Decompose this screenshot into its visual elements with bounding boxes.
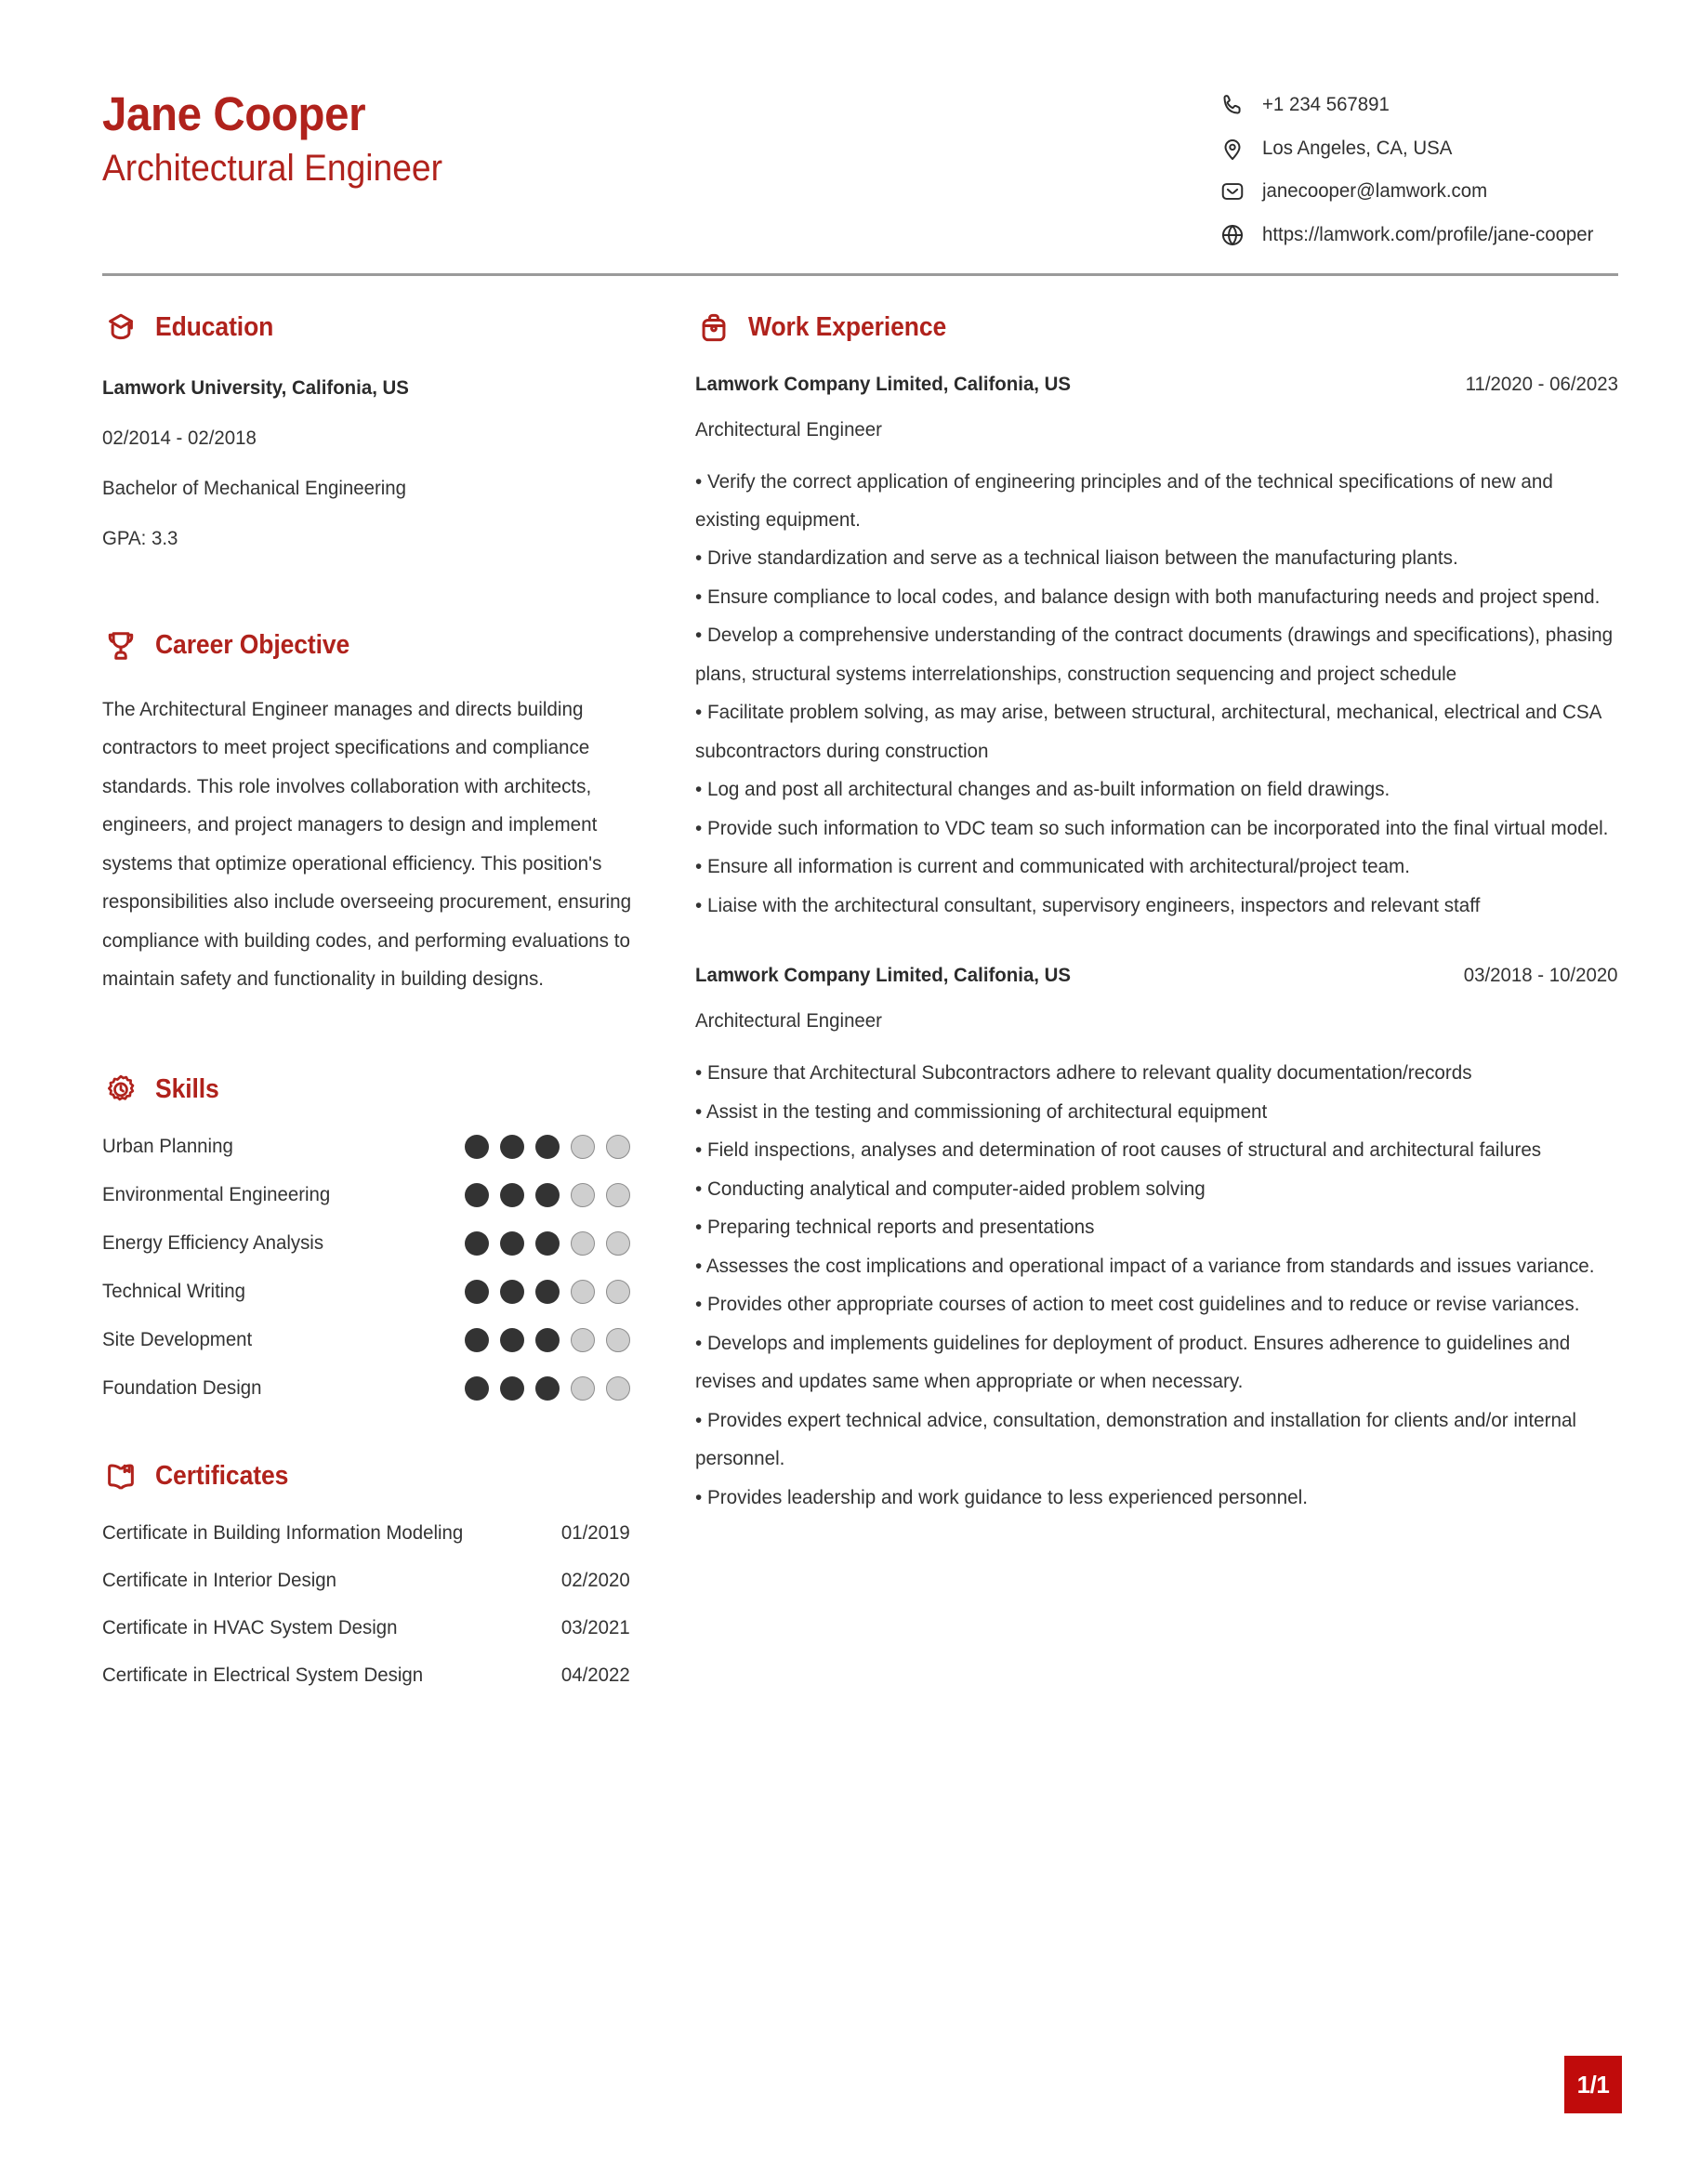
section-header-work-experience	[695, 309, 1618, 347]
rating-dot	[535, 1328, 560, 1352]
rating-dot	[571, 1328, 595, 1352]
certificates-list	[102, 1521, 651, 1687]
list-item	[102, 1569, 651, 1592]
contact-block	[1219, 76, 1618, 249]
identity-block	[102, 76, 468, 191]
job-bullet: • Verify the correct application of engineering principles and of the technical specifications of new and existing equipment.	[695, 469, 1553, 531]
skill-rating	[465, 1376, 651, 1401]
location-icon	[1219, 135, 1246, 163]
skills-list	[102, 1135, 651, 1401]
job-company: Lamwork Company Limited, Califonia, US	[695, 372, 1072, 395]
section-title-work-experience: Work Experience	[748, 312, 947, 342]
skill-label: Urban Planning	[102, 1135, 233, 1158]
contact-row-email[interactable]	[1219, 178, 1611, 205]
gear-clock-icon	[102, 1072, 139, 1109]
spacer	[102, 555, 651, 627]
list-item	[102, 1135, 651, 1159]
list-item	[102, 1183, 651, 1207]
rating-dot	[606, 1280, 630, 1304]
section-header-certificates	[102, 1458, 651, 1495]
rating-dot	[571, 1135, 595, 1159]
skill-label: Environmental Engineering	[102, 1183, 331, 1206]
certificate-name: Certificate in HVAC System Design	[102, 1615, 398, 1638]
phone-icon	[1219, 91, 1246, 119]
rating-dot	[535, 1376, 560, 1401]
contact-value-website: https://lamwork.com/profile/jane-cooper	[1261, 222, 1594, 245]
section-career-objective	[102, 627, 651, 999]
job-bullet-list	[695, 1054, 1618, 1517]
job-company: Lamwork Company Limited, Califonia, US	[695, 964, 1072, 987]
job-bullet: • Ensure compliance to local codes, and balance design with both manufacturing needs and project spend.	[695, 585, 1601, 608]
education-dates: 02/2014 - 02/2018	[102, 426, 257, 449]
resume-body	[69, 309, 1639, 1687]
section-title-education: Education	[155, 312, 274, 342]
section-education	[102, 309, 651, 555]
rating-dot	[606, 1135, 630, 1159]
skill-label: Foundation Design	[102, 1376, 262, 1400]
list-item	[102, 1376, 651, 1401]
rating-dot	[500, 1231, 524, 1256]
resume-sheet	[32, 32, 1676, 2160]
rating-dot	[535, 1183, 560, 1207]
contact-row-location[interactable]	[1219, 135, 1611, 163]
job-bullet: • Facilitate problem solving, as may arise, between structural, architectural, mechanical, electrical and CSA subcontractors during construction	[695, 701, 1601, 762]
rating-dot	[571, 1280, 595, 1304]
rating-dot	[465, 1135, 489, 1159]
section-title-certificates: Certificates	[155, 1461, 289, 1492]
rating-dot	[571, 1231, 595, 1256]
skill-label: Energy Efficiency Analysis	[102, 1231, 324, 1255]
skill-label: Technical Writing	[102, 1280, 246, 1303]
contact-value-phone: +1 234 567891	[1261, 93, 1390, 116]
job-header	[695, 964, 1618, 987]
rating-dot	[606, 1183, 630, 1207]
job-bullet: • Preparing technical reports and presentations	[695, 1216, 1095, 1239]
job-bullet: • Develop a comprehensive understanding of the contract documents (drawings and specifications), phasing plans, structural systems interrelationships, construction sequencing and project schedule	[695, 624, 1614, 685]
job-bullet: • Assist in the testing and commissioning of architectural equipment	[695, 1099, 1268, 1123]
rating-dot	[500, 1280, 524, 1304]
list-item	[102, 1664, 651, 1687]
header-divider	[102, 273, 1618, 276]
rating-dot	[465, 1376, 489, 1401]
resume-header	[69, 59, 1639, 249]
list-item	[102, 1231, 651, 1256]
job-bullet: • Develops and implements guidelines for deployment of product. Ensures adherence to guidelines and revises and updates same when appropriate or when necessary.	[695, 1331, 1571, 1393]
job-bullet: • Provides other appropriate courses of action to meet cost guidelines and to reduce or revise variances.	[695, 1293, 1580, 1316]
certificate-date: 03/2021	[561, 1615, 630, 1638]
career-objective-text: The Architectural Engineer manages and directs building contractors to meet project specifications and compliance standards. This role involves collaboration with architects, engineers, and project managers to design and implement systems that optimize operational efficiency. This position's responsibilities also include overseeing procurement, ensuring compliance with building codes, and performing evaluations to maintain safety and functionality in building designs.	[102, 697, 632, 991]
spacer	[695, 932, 1618, 964]
skill-rating	[465, 1231, 651, 1256]
contact-value-email: janecooper@lamwork.com	[1261, 179, 1487, 203]
certificate-name: Certificate in Interior Design	[102, 1568, 337, 1591]
rating-dot	[606, 1328, 630, 1352]
section-header-skills	[102, 1072, 651, 1109]
rating-dot	[535, 1231, 560, 1256]
work-experience-entry	[695, 373, 1618, 926]
job-header	[695, 373, 1618, 396]
left-column	[102, 309, 679, 1687]
skill-label: Site Development	[102, 1328, 253, 1351]
rating-dot	[465, 1183, 489, 1207]
section-certificates	[102, 1458, 651, 1687]
contact-row-phone[interactable]	[1219, 91, 1611, 119]
rating-dot	[535, 1280, 560, 1304]
rating-dot	[465, 1280, 489, 1304]
job-dates: 03/2018 - 10/2020	[1464, 964, 1618, 987]
certificate-date: 02/2020	[561, 1568, 630, 1591]
rating-dot	[500, 1376, 524, 1401]
education-degree: Bachelor of Mechanical Engineering	[102, 477, 407, 500]
rating-dot	[571, 1183, 595, 1207]
list-item	[102, 1616, 651, 1639]
rating-dot	[465, 1328, 489, 1352]
job-bullet: • Drive standardization and serve as a technical liaison between the manufacturing plants.	[695, 546, 1458, 570]
briefcase-icon	[695, 309, 732, 347]
job-role: Architectural Engineer	[695, 417, 882, 441]
globe-icon	[1219, 221, 1246, 249]
list-item	[102, 1521, 651, 1545]
job-bullet: • Conducting analytical and computer-aided problem solving	[695, 1177, 1206, 1200]
job-bullet: • Provides expert technical advice, consultation, demonstration and installation for clients and/or internal personnel.	[695, 1408, 1577, 1470]
spacer	[102, 1401, 651, 1458]
right-column	[679, 309, 1618, 1687]
list-item	[102, 1280, 651, 1304]
job-bullet: • Log and post all architectural changes and as-built information on field drawings.	[695, 778, 1390, 801]
skill-rating	[465, 1328, 651, 1352]
section-work-experience	[695, 309, 1618, 1518]
headline-job-title: Architectural Engineer	[102, 148, 442, 190]
contact-row-website[interactable]	[1219, 221, 1611, 249]
job-dates: 11/2020 - 06/2023	[1465, 372, 1618, 395]
rating-dot	[500, 1328, 524, 1352]
list-item	[102, 1328, 651, 1352]
certificate-date: 04/2022	[561, 1663, 630, 1686]
certificate-name: Certificate in Electrical System Design	[102, 1663, 424, 1686]
rating-dot	[535, 1135, 560, 1159]
skill-rating	[465, 1280, 651, 1304]
rating-dot	[571, 1376, 595, 1401]
job-bullet: • Provide such information to VDC team so such information can be incorporated into the final virtual model.	[695, 816, 1609, 839]
rating-dot	[606, 1231, 630, 1256]
page-title: Jane Cooper	[102, 87, 366, 140]
job-bullet: • Field inspections, analyses and determination of root causes of structural and architectural failures	[695, 1138, 1542, 1162]
job-bullet: • Ensure that Architectural Subcontractors adhere to relevant quality documentation/records	[695, 1061, 1472, 1085]
education-gpa: GPA: 3.3	[102, 527, 178, 550]
job-bullet: • Ensure all information is current and communicated with architectural/project team.	[695, 855, 1410, 878]
section-skills	[102, 1072, 651, 1401]
section-header-career-objective	[102, 627, 651, 664]
email-icon	[1219, 178, 1246, 205]
page-number-badge: 1/1	[1564, 2056, 1622, 2113]
trophy-icon	[102, 627, 139, 664]
skill-rating	[465, 1135, 651, 1159]
contact-value-location: Los Angeles, CA, USA	[1261, 136, 1453, 159]
job-bullet: • Assesses the cost implications and operational impact of a variance from standards and issues variance.	[695, 1254, 1595, 1277]
rating-dot	[465, 1231, 489, 1256]
job-bullet: • Provides leadership and work guidance to less experienced personnel.	[695, 1485, 1308, 1508]
section-title-skills: Skills	[155, 1074, 219, 1105]
graduation-cap-icon	[102, 309, 139, 347]
certificate-date: 01/2019	[561, 1520, 630, 1544]
skill-rating	[465, 1183, 651, 1207]
spacer	[102, 999, 651, 1072]
section-header-education	[102, 309, 651, 347]
rating-dot	[606, 1376, 630, 1401]
job-bullet: • Liaise with the architectural consultant, supervisory engineers, inspectors and relevant staff	[695, 893, 1481, 916]
job-bullet-list	[695, 463, 1618, 926]
certificate-name: Certificate in Building Information Modeling	[102, 1520, 464, 1544]
job-role: Architectural Engineer	[695, 1009, 882, 1033]
rating-dot	[500, 1135, 524, 1159]
work-experience-entry	[695, 964, 1618, 1517]
open-book-icon	[102, 1458, 139, 1495]
education-school: Lamwork University, Califonia, US	[102, 375, 409, 399]
section-title-career-objective: Career Objective	[155, 630, 350, 661]
rating-dot	[500, 1183, 524, 1207]
